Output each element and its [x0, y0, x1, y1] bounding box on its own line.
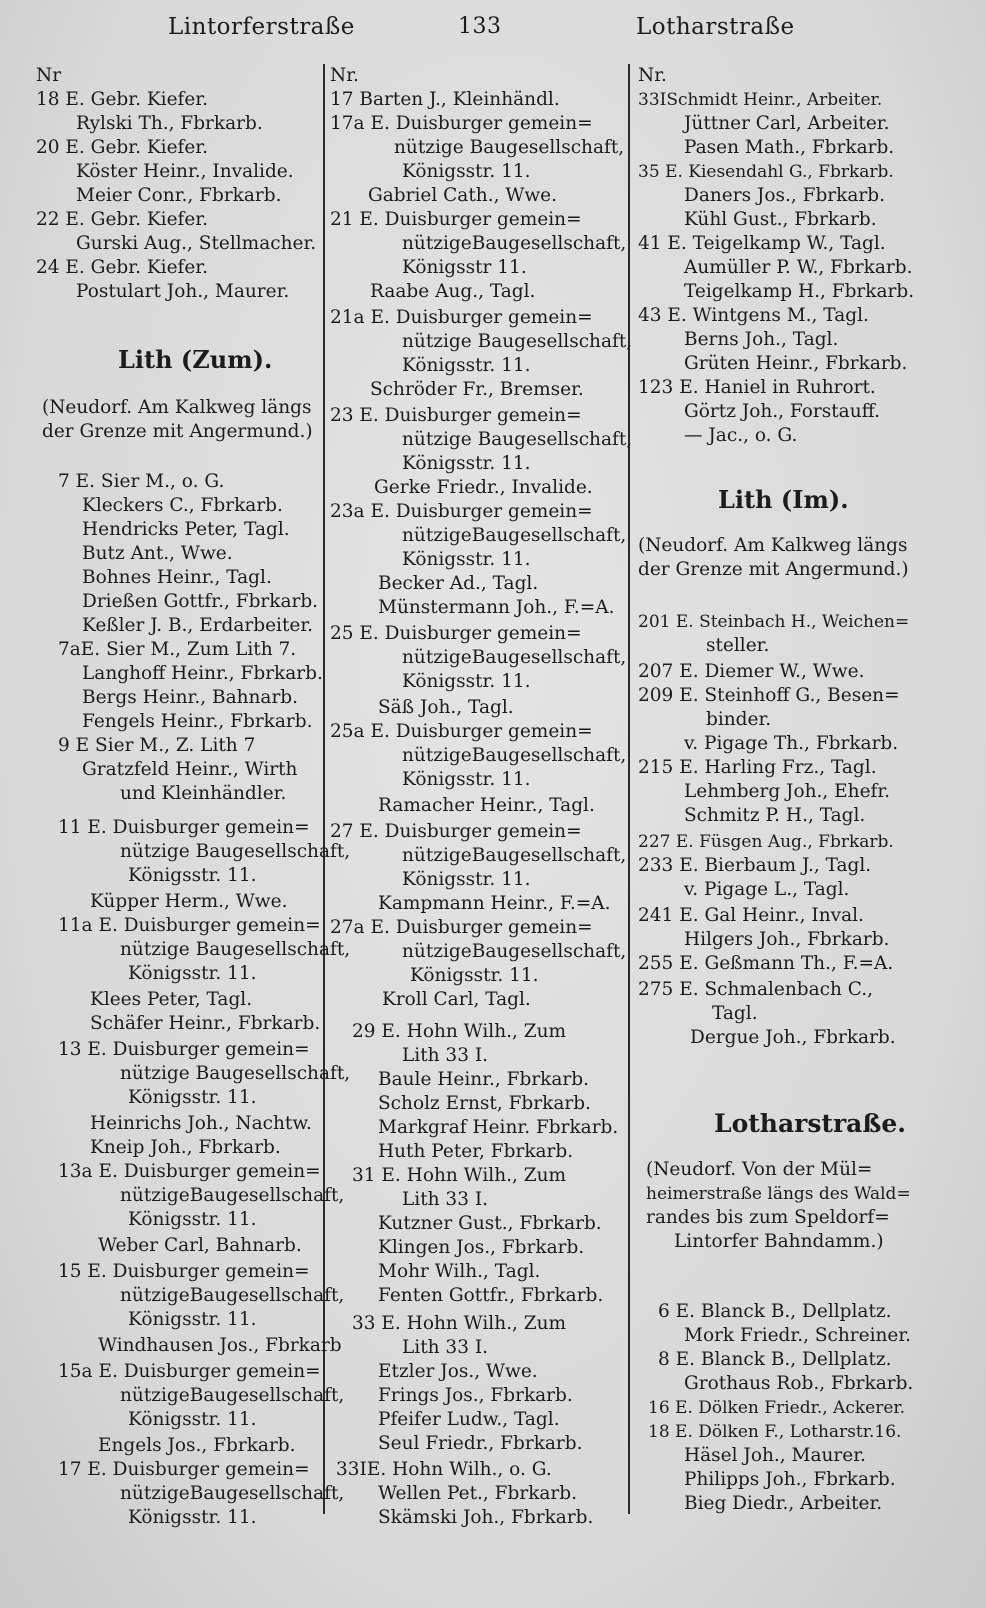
list-item: Schäfer Heinr., Fbrkarb.	[90, 1013, 321, 1034]
list-item: Bieg Diedr., Arbeiter.	[684, 1493, 883, 1514]
list-item: 31 E. Hohn Wilh., Zum	[352, 1165, 567, 1186]
list-item: nützigeBaugesellschaft,	[120, 1285, 345, 1306]
list-item: Klingen Jos., Fbrkarb.	[378, 1237, 585, 1258]
list-item: Fenten Gottfr., Fbrkarb.	[378, 1285, 604, 1306]
list-item: Nr	[36, 65, 62, 86]
list-item: Huth Peter, Fbrkarb.	[378, 1141, 574, 1162]
list-item: Königsstr 11.	[402, 257, 527, 278]
list-item: Königsstr. 11.	[410, 965, 539, 986]
list-item: Mork Friedr., Schreiner.	[684, 1325, 912, 1346]
list-item: 17a E. Duisburger gemein=	[330, 113, 593, 134]
list-item: Gurski Aug., Stellmacher.	[76, 233, 317, 254]
list-item: nützigeBaugesellschaft,	[120, 1385, 345, 1406]
list-item: 23 E. Duisburger gemein=	[330, 405, 582, 426]
list-item: Etzler Jos., Wwe.	[378, 1361, 538, 1382]
list-item: Nr.	[330, 65, 359, 86]
list-item: 201 E. Steinbach H., Weichen=	[638, 612, 910, 632]
list-item: Scholz Ernst, Fbrkarb.	[378, 1093, 591, 1114]
list-item: Schröder Fr., Bremser.	[370, 379, 584, 400]
list-item: 41 E. Teigelkamp W., Tagl.	[638, 233, 886, 254]
list-item: 25a E. Duisburger gemein=	[330, 721, 593, 742]
list-item: 24 E. Gebr. Kiefer.	[36, 257, 209, 278]
list-item: 17 Barten J., Kleinhändl.	[330, 89, 560, 110]
list-item: 16 E. Dölken Friedr., Ackerer.	[648, 1398, 906, 1418]
list-item: 233 E. Bierbaum J., Tagl.	[638, 855, 872, 876]
list-item: 11a E. Duisburger gemein=	[58, 915, 321, 936]
list-item: 20 E. Gebr. Kiefer.	[36, 137, 209, 158]
section-note: Lintorfer Bahndamm.)	[674, 1231, 884, 1252]
list-item: Meier Conr., Fbrkarb.	[76, 185, 282, 206]
list-item: Grothaus Rob., Fbrkarb.	[684, 1373, 914, 1394]
list-item: 21 E. Duisburger gemein=	[330, 209, 582, 230]
list-item: 21a E. Duisburger gemein=	[330, 307, 593, 328]
list-item: nützigeBaugesellschaft,	[402, 233, 627, 254]
list-item: Kneip Joh., Fbrkarb.	[90, 1137, 281, 1158]
section-note: der Grenze mit Angermund.)	[638, 559, 909, 580]
list-item: nützigeBaugesellschaft,	[402, 941, 627, 962]
list-item: — Jac., o. G.	[684, 425, 798, 446]
list-item: Postulart Joh., Maurer.	[76, 281, 290, 302]
list-item: Königsstr. 11.	[402, 355, 531, 376]
list-item: Philipps Joh., Fbrkarb.	[684, 1469, 896, 1490]
list-item: Kleckers C., Fbrkarb.	[82, 495, 283, 516]
section-note: (Neudorf. Von der Mül=	[646, 1159, 873, 1180]
list-item: Windhausen Jos., Fbrkarb	[98, 1335, 342, 1356]
list-item: Skämski Joh., Fbrkarb.	[378, 1507, 594, 1528]
list-item: nützige Baugesellschaft,	[402, 331, 633, 352]
list-item: Langhoff Heinr., Fbrkarb.	[82, 663, 323, 684]
list-item: 13 E. Duisburger gemein=	[58, 1039, 310, 1060]
list-item: Heinrichs Joh., Nachtw.	[90, 1113, 312, 1134]
list-item: 7 E. Sier M., o. G.	[58, 471, 225, 492]
list-item: Bohnes Heinr., Tagl.	[82, 567, 272, 588]
list-item: Weber Carl, Bahnarb.	[98, 1235, 302, 1256]
list-item: Königsstr. 11.	[128, 1087, 257, 1108]
list-item: Lith 33 I.	[402, 1045, 489, 1066]
list-item: 27a E. Duisburger gemein=	[330, 917, 593, 938]
list-item: 9 E Sier M., Z. Lith 7	[58, 735, 256, 756]
list-item: 27 E. Duisburger gemein=	[330, 821, 582, 842]
list-item: Königsstr. 11.	[402, 869, 531, 890]
list-item: Lith 33 I.	[402, 1337, 489, 1358]
list-item: Gratzfeld Heinr., Wirth	[82, 759, 298, 780]
list-item: 18 E. Gebr. Kiefer.	[36, 89, 209, 110]
list-item: Königsstr. 11.	[128, 1409, 257, 1430]
list-item: Nr.	[638, 65, 667, 86]
list-item: nützigeBaugesellschaft,	[402, 845, 627, 866]
list-item: 33IE. Hohn Wilh., o. G.	[336, 1459, 552, 1480]
column-divider-2	[628, 64, 630, 1514]
list-item: 33ISchmidt Heinr., Arbeiter.	[638, 90, 883, 110]
list-item: 29 E. Hohn Wilh., Zum	[352, 1021, 567, 1042]
list-item: nützigeBaugesellschaft,	[402, 745, 627, 766]
list-item: Königsstr. 11.	[128, 963, 257, 984]
list-item: Butz Ant., Wwe.	[82, 543, 233, 564]
list-item: Pfeifer Ludw., Tagl.	[378, 1409, 560, 1430]
list-item: Küpper Herm., Wwe.	[90, 891, 288, 912]
list-item: Kampmann Heinr., F.=A.	[378, 893, 611, 914]
list-item: Kühl Gust., Fbrkarb.	[684, 209, 877, 230]
section-note: randes bis zum Speldorf=	[646, 1207, 890, 1228]
list-item: Görtz Joh., Forstauff.	[684, 401, 880, 422]
list-item: nützige Baugesellschaft,	[120, 939, 351, 960]
list-item: Lehmberg Joh., Ehefr.	[684, 781, 891, 802]
list-item: 15a E. Duisburger gemein=	[58, 1361, 321, 1382]
list-item: Königsstr. 11.	[128, 1309, 257, 1330]
section-note: der Grenze mit Angermund.)	[42, 421, 313, 442]
list-item: nützigeBaugesellschaft,	[402, 647, 627, 668]
section-title: Lith (Im).	[718, 485, 849, 514]
list-item: Königsstr. 11.	[402, 671, 531, 692]
list-item: Fengels Heinr., Fbrkarb.	[82, 711, 313, 732]
list-item: nützigeBaugesellschaft,	[120, 1185, 345, 1206]
list-item: Rylski Th., Fbrkarb.	[76, 113, 263, 134]
list-item: Aumüller P. W., Fbrkarb.	[684, 257, 913, 278]
section-note: (Neudorf. Am Kalkweg längs	[42, 397, 312, 418]
list-item: 275 E. Schmalenbach C.,	[638, 979, 874, 1000]
list-item: Daners Jos., Fbrkarb.	[684, 185, 885, 206]
list-item: v. Pigage Th., Fbrkarb.	[684, 733, 899, 754]
list-item: Königsstr. 11.	[402, 161, 531, 182]
list-item: Ramacher Heinr., Tagl.	[378, 795, 595, 816]
list-item: 207 E. Diemer W., Wwe.	[638, 661, 865, 682]
list-item: binder.	[706, 709, 772, 730]
list-item: Tagl.	[712, 1003, 758, 1024]
list-item: Raabe Aug., Tagl.	[370, 281, 536, 302]
list-item: Seul Friedr., Fbrkarb.	[378, 1433, 583, 1454]
list-item: nützige Baugesellschaft,	[402, 429, 633, 450]
list-item: Baule Heinr., Fbrkarb.	[378, 1069, 589, 1090]
list-item: Kroll Carl, Tagl.	[382, 989, 531, 1010]
list-item: 15 E. Duisburger gemein=	[58, 1261, 310, 1282]
list-item: Königsstr. 11.	[402, 769, 531, 790]
list-item: Bergs Heinr., Bahnarb.	[82, 687, 299, 708]
list-item: Drießen Gottfr., Fbrkarb.	[82, 591, 319, 612]
list-item: 227 E. Füsgen Aug., Fbrkarb.	[638, 832, 894, 852]
list-item: Jüttner Carl, Arbeiter.	[684, 113, 890, 134]
list-item: Wellen Pet., Fbrkarb.	[378, 1483, 578, 1504]
list-item: 215 E. Harling Frz., Tagl.	[638, 757, 877, 778]
list-item: Gerke Friedr., Invalide.	[374, 477, 593, 498]
section-note: (Neudorf. Am Kalkweg längs	[638, 535, 908, 556]
list-item: Dergue Joh., Fbrkarb.	[690, 1027, 896, 1048]
section-note: heimerstraße längs des Wald=	[646, 1184, 911, 1204]
list-item: Schmitz P. H., Tagl.	[684, 805, 866, 826]
list-item: Königsstr. 11.	[128, 1209, 257, 1230]
list-item: Klees Peter, Tagl.	[90, 989, 253, 1010]
list-item: Hendricks Peter, Tagl.	[82, 519, 290, 540]
list-item: Königsstr. 11.	[402, 549, 531, 570]
list-item: 11 E. Duisburger gemein=	[58, 817, 310, 838]
list-item: 17 E. Duisburger gemein=	[58, 1459, 310, 1480]
list-item: 23a E. Duisburger gemein=	[330, 501, 593, 522]
list-item: Königsstr. 11.	[402, 453, 531, 474]
list-item: Kutzner Gust., Fbrkarb.	[378, 1213, 602, 1234]
list-item: Köster Heinr., Invalide.	[76, 161, 294, 182]
list-item: 18 E. Dölken F., Lotharstr.16.	[648, 1422, 902, 1442]
list-item: 33 E. Hohn Wilh., Zum	[352, 1313, 567, 1334]
list-item: Berns Joh., Tagl.	[684, 329, 839, 350]
list-item: Häsel Joh., Maurer.	[684, 1445, 866, 1466]
list-item: Königsstr. 11.	[128, 865, 257, 886]
list-item: 6 E. Blanck B., Dellplatz.	[658, 1301, 892, 1322]
list-item: 255 E. Geßmann Th., F.=A.	[638, 953, 894, 974]
list-item: 8 E. Blanck B., Dellplatz.	[658, 1349, 892, 1370]
list-item: Säß Joh., Tagl.	[378, 697, 514, 718]
list-item: nützige Baugesellschaft,	[394, 137, 625, 158]
list-item: 209 E. Steinhoff G., Besen=	[638, 685, 900, 706]
section-title: Lotharstraße.	[714, 1109, 906, 1138]
list-item: Lith 33 I.	[402, 1189, 489, 1210]
list-item: 241 E. Gal Heinr., Inval.	[638, 905, 864, 926]
running-header-left: Lintorferstraße	[168, 14, 355, 40]
section-title: Lith (Zum).	[118, 345, 273, 374]
list-item: Königsstr. 11.	[128, 1507, 257, 1528]
list-item: Gabriel Cath., Wwe.	[368, 185, 558, 206]
list-item: Engels Jos., Fbrkarb.	[98, 1435, 296, 1456]
page-number: 133	[458, 14, 502, 39]
list-item: Keßler J. B., Erdarbeiter.	[82, 615, 314, 636]
list-item: 43 E. Wintgens M., Tagl.	[638, 305, 869, 326]
list-item: Markgraf Heinr. Fbrkarb.	[378, 1117, 619, 1138]
list-item: nützigeBaugesellschaft,	[120, 1483, 345, 1504]
list-item: 35 E. Kiesendahl G., Fbrkarb.	[638, 162, 894, 182]
list-item: nützigeBaugesellschaft,	[402, 525, 627, 546]
list-item: Pasen Math., Fbrkarb.	[684, 137, 895, 158]
list-item: 22 E. Gebr. Kiefer.	[36, 209, 209, 230]
list-item: Grüten Heinr., Fbrkarb.	[684, 353, 908, 374]
list-item: 13a E. Duisburger gemein=	[58, 1161, 321, 1182]
list-item: Frings Jos., Fbrkarb.	[378, 1385, 573, 1406]
list-item: v. Pigage L., Tagl.	[684, 879, 850, 900]
list-item: Mohr Wilh., Tagl.	[378, 1261, 541, 1282]
list-item: 123 E. Haniel in Ruhrort.	[638, 377, 876, 398]
list-item: Teigelkamp H., Fbrkarb.	[684, 281, 915, 302]
list-item: nützige Baugesellschaft,	[120, 1063, 351, 1084]
list-item: Münstermann Joh., F.=A.	[378, 597, 615, 618]
running-header-right: Lotharstraße	[636, 14, 795, 40]
list-item: Hilgers Joh., Fbrkarb.	[684, 929, 890, 950]
list-item: 7aE. Sier M., Zum Lith 7.	[58, 639, 297, 660]
list-item: und Kleinhändler.	[120, 783, 287, 804]
list-item: nützige Baugesellschaft,	[120, 841, 351, 862]
list-item: steller.	[706, 635, 770, 656]
list-item: Becker Ad., Tagl.	[378, 573, 539, 594]
list-item: 25 E. Duisburger gemein=	[330, 623, 582, 644]
